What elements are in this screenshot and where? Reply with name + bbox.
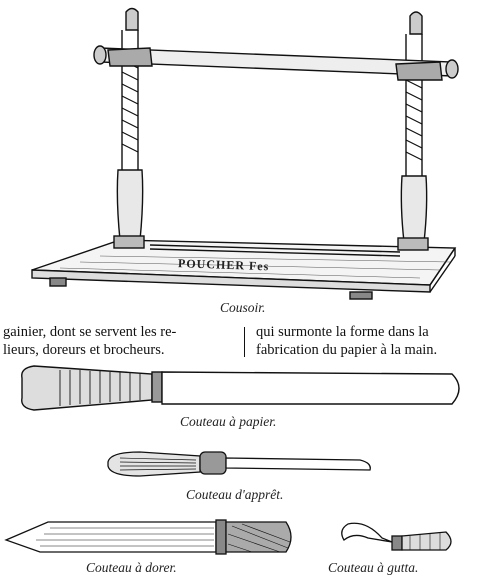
cousoir-maker-stamp: POUCHER Fes xyxy=(177,256,270,274)
left-column-text xyxy=(3,323,176,359)
cousoir-caption: Cousoir. xyxy=(220,300,266,315)
left-line-2: lieurs, doreurs et brocheurs. xyxy=(3,342,165,358)
couteau-papier-caption: Couteau à papier. xyxy=(180,414,277,429)
couteau-dorer-caption: Couteau à dorer. xyxy=(86,560,177,575)
couteau-appret-caption: Couteau d'apprêt. xyxy=(186,487,284,502)
column-rule xyxy=(244,327,245,357)
right-line-1: qui surmonte la forme dans la xyxy=(256,324,429,340)
left-line-1: gainier, dont se servent les re- xyxy=(3,324,177,340)
right-line-2: fabrication du papier à la main. xyxy=(256,342,438,358)
right-column-text xyxy=(256,323,437,359)
couteau-gutta-caption: Couteau à gutta. xyxy=(328,560,419,575)
